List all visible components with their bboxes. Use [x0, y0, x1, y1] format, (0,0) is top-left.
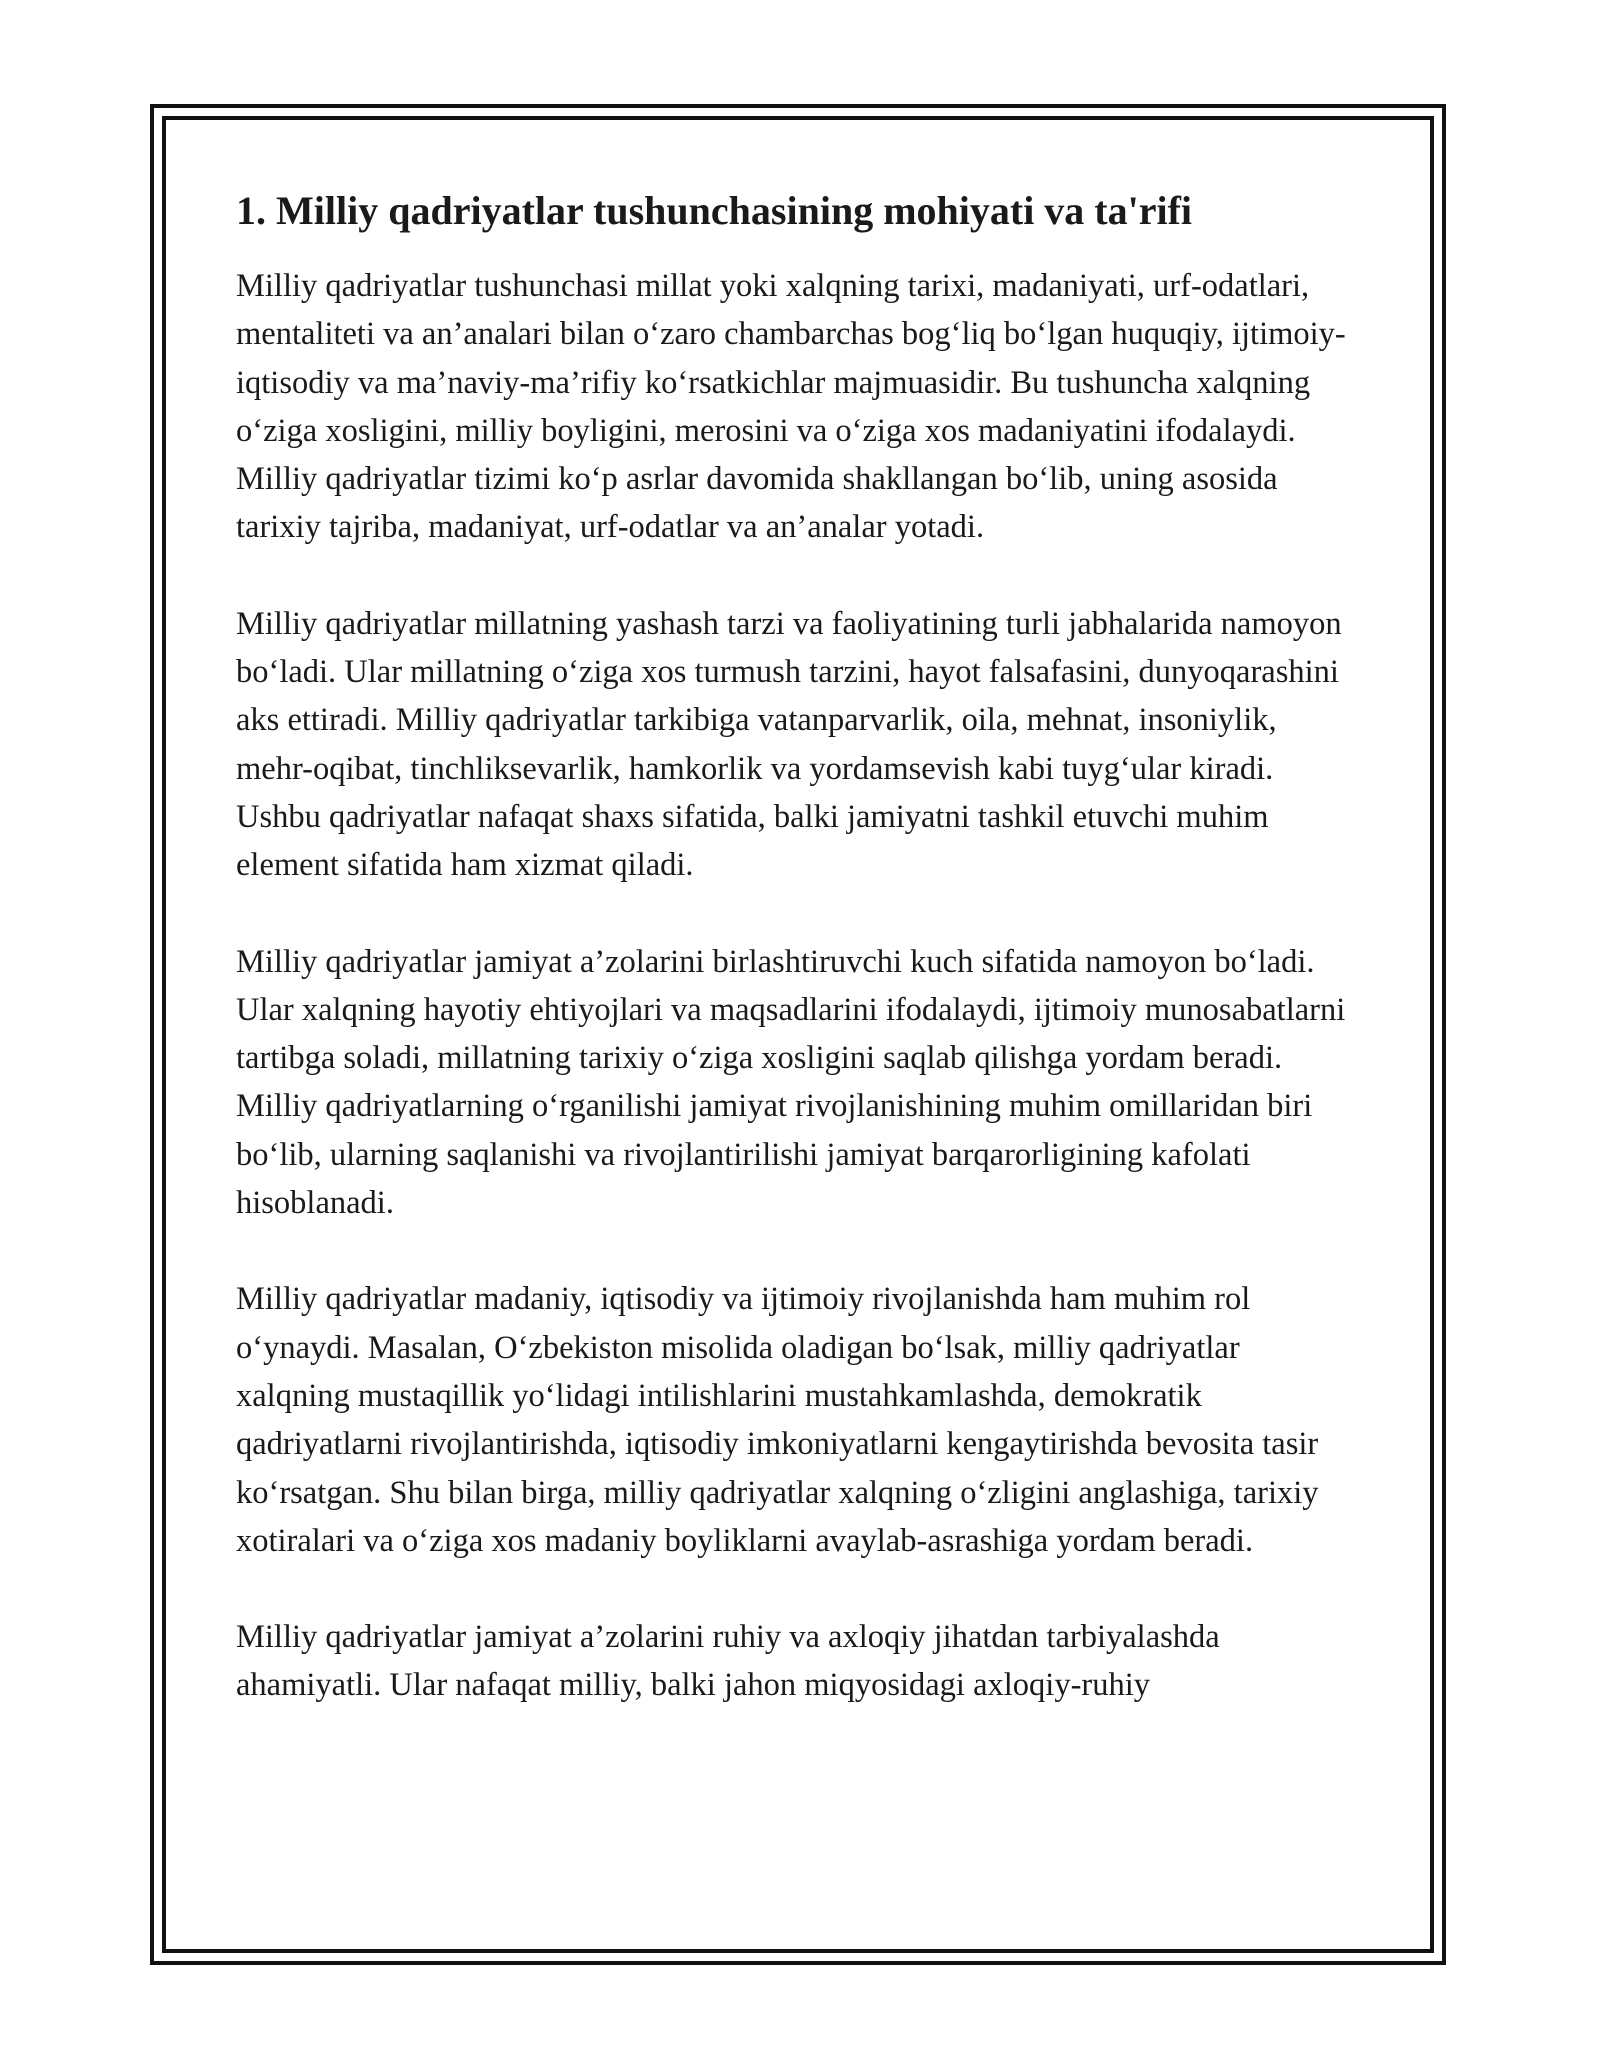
document-body: [236, 186, 1356, 1710]
paragraph-2: Milliy qadriyatlar millatning yashash tarzi va faoliyatining turli jabhalarida namoyon bo‘ladi. Ular millatning o‘ziga xos turmush tarzini, hayot falsafasini, dunyoqarashini aks ettiradi. Milliy qadriyatlar tarkibiga vatanparvarlik, oila, mehnat, insoniylik, mehr-oqibat, tinchliksevarlik, hamkorlik va yordamsevish kabi tuyg‘ular kiradi. Ushbu qadriyatlar nafaqat shaxs sifatida, balki jamiyatni tashkil etuvchi muhim element sifatida ham xizmat qiladi.: [236, 605, 1342, 884]
paragraph-5: Milliy qadriyatlar jamiyat a’zolarini ruhiy va axloqiy jihatdan tarbiyalashda ahamiyatli. Ular nafaqat milliy, balki jahon miqyosidagi axloqiy-ruhiy: [236, 1619, 1220, 1704]
paragraph-1: Milliy qadriyatlar tushunchasi millat yoki xalqning tarixi, madaniyati, urf-odatlari, mentaliteti va an’analari bilan o‘zaro chambarchas bog‘liq bo‘lgan huquqiy, ijtimoiy-iqtisodiy va ma’naviy-ma’rifiy ko‘rsatkichlar majmuasidir. Bu tushuncha xalqning o‘ziga xosligini, milliy boyligini, merosini va o‘ziga xos madaniyatini ifodalaydi. Milliy qadriyatlar tizimi ko‘p asrlar davomida shakllangan bo‘lib, uning asosida tarixiy tajriba, madaniyat, urf-odatlar va an’analar yotadi.: [236, 268, 1346, 546]
paragraph-3: Milliy qadriyatlar jamiyat a’zolarini birlashtiruvchi kuch sifatida namoyon bo‘ladi. Ular xalqning hayotiy ehtiyojlari va maqsadlarini ifodalaydi, ijtimoiy munosabatlarni tartibga soladi, millatning tarixiy o‘ziga xosligini saqlab qilishga yordam beradi. Milliy qadriyatlarning o‘rganilishi jamiyat rivojlanishining muhim omillaridan biri bo‘lib, ularning saqlanishi va rivojlantirilishi jamiyat barqarorligining kafolati hisoblanadi.: [236, 943, 1346, 1222]
section-heading: 1. Milliy qadriyatlar tushunchasining mohiyati va ta'rifi: [236, 188, 1193, 233]
paragraph-4: Milliy qadriyatlar madaniy, iqtisodiy va ijtimoiy rivojlanishda ham muhim rol o‘ynaydi. Masalan, O‘zbekiston misolida oladigan bo‘lsak, milliy qadriyatlar xalqning mustaqillik yo‘lidagi intilishlarini mustahkamlashda, demokratik qadriyatlarni rivojlantirishda, iqtisodiy imkoniyatlarni kengaytirishda bevosita tasir ko‘rsatgan. Shu bilan birga, milliy qadriyatlar xalqning o‘zligini anglashiga, tarixiy xotiralari va o‘ziga xos madaniy boyliklarni avaylab-asrashiga yordam beradi.: [236, 1281, 1319, 1559]
